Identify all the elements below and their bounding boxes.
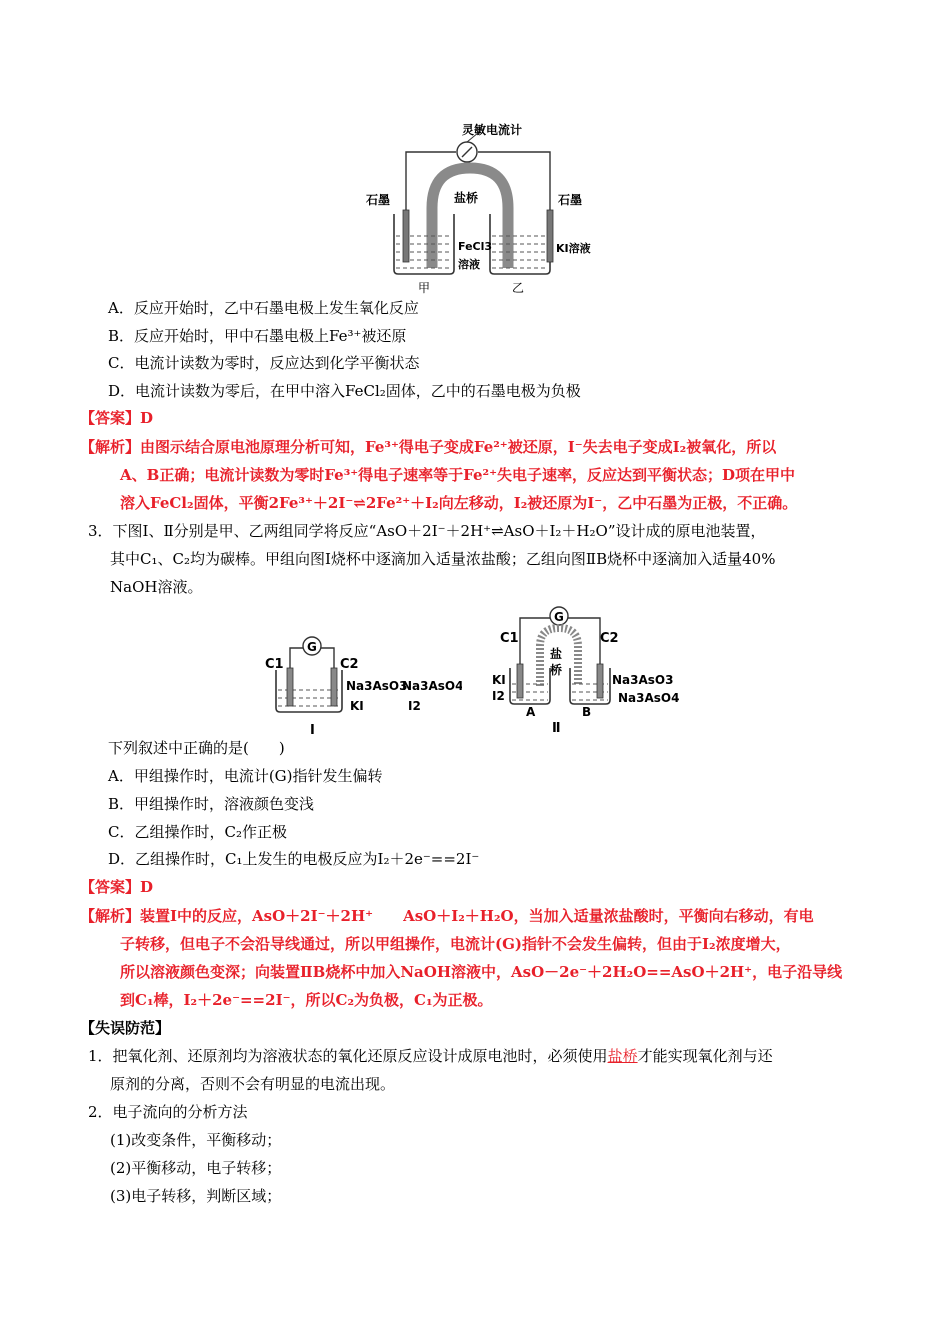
q3-stem-line-1: 3．下图Ⅰ、Ⅱ分别是甲、乙两组同学将反应“AsO＋2I⁻＋2H⁺⇌AsO＋I₂＋H₂O”设计成的原电池装置， [88, 522, 766, 540]
c1-label: C1 [265, 657, 284, 672]
na3aso4-label: Na3AsO4 [402, 679, 462, 693]
q2-analysis-line-1: 【解析】由图示结合原电池原理分析可知，Fe³⁺得电子变成Fe²⁺被还原，I⁻失去电子变成I₂被氧化，所以 [80, 438, 777, 456]
figure-galvanic-cell-1 [360, 118, 620, 296]
q3-stem-line-2: 其中C₁、C₂均为碳棒。甲组向图Ⅰ烧杯中逐滴加入适量浓盐酸；乙组向图ⅡB烧杯中逐滴加入适量40% [110, 550, 776, 568]
c2-label: C2 [340, 657, 359, 672]
beaker-b-label: B [582, 705, 592, 719]
na3aso3-label: Na3AsO3 [346, 679, 408, 693]
meter-g-label: G [307, 640, 317, 654]
ki-label-2: KI [492, 673, 506, 687]
right-electrode-label: 石墨 [558, 193, 583, 207]
beaker-a-label: A [526, 705, 536, 719]
tip-1-line-2: 原剂的分离，否则不会有明显的电流出现。 [110, 1075, 396, 1093]
q3-option-b: B．甲组操作时，溶液颜色变浅 [108, 795, 315, 813]
q2-analysis-line-3: 溶入FeCl₂固体，平衡2Fe³⁺＋2I⁻⇌2Fe²⁺＋I₂向左移动，I₂被还原为I⁻，乙中石墨为正极，不正确。 [120, 494, 798, 512]
c1-label-2: C1 [500, 631, 519, 646]
right-solution-label: KI溶液 [556, 242, 591, 255]
figure-1-diagram [360, 118, 620, 296]
ki-label: KI [350, 699, 364, 713]
figure-device-2 [492, 602, 692, 738]
left-solution-label-2: 溶液 [458, 258, 480, 271]
tip-2-item-1: (1)改变条件，平衡移动； [110, 1131, 282, 1149]
q2-answer: 【答案】D [80, 409, 154, 427]
q3-analysis-line-1: 【解析】装置Ⅰ中的反应，AsO＋2I⁻＋2H⁺ AsO＋I₂＋H₂O，当加入适量浓盐酸时，平衡向右移动，有电 [80, 907, 814, 925]
q2-analysis-line-2: A、B正确；电流计读数为零时Fe³⁺得电子速率等于Fe²⁺失电子速率，反应达到平衡状态；D项在甲中 [120, 466, 796, 484]
figure-device-1 [262, 628, 462, 738]
q3-stem-line-3: NaOH溶液。 [110, 578, 203, 596]
na3aso4-label-2: Na3AsO4 [618, 691, 680, 705]
tip-2-item-3: (3)电子转移，判断区域； [110, 1187, 282, 1205]
meter-label: 灵敏电流计 [462, 123, 523, 137]
device-2-label: Ⅱ [552, 721, 561, 736]
figure-3-diagram [492, 602, 692, 738]
right-beaker-label: 乙 [512, 281, 525, 295]
device-1-label: Ⅰ [310, 723, 315, 738]
q3-question: 下列叙述中正确的是( ) [108, 739, 285, 757]
tip-1-line-1 [88, 1046, 773, 1066]
tip-2-title: 2．电子流向的分析方法 [88, 1103, 248, 1121]
tip-2-item-2: (2)平衡移动，电子转移； [110, 1159, 282, 1177]
q2-option-b: B．反应开始时，甲中石墨电极上Fe³⁺被还原 [108, 327, 407, 345]
na3aso3-label-2: Na3AsO3 [612, 673, 674, 687]
section-title: 【失误防范】 [80, 1019, 171, 1037]
q2-option-a: A．反应开始时，乙中石墨电极上发生氧化反应 [108, 299, 419, 317]
q2-option-d: D．电流计读数为零后，在甲中溶入FeCl₂固体，乙中的石墨电极为负极 [108, 382, 581, 400]
salt-bridge-label: 盐桥 [454, 191, 479, 205]
i2-label-2: I2 [492, 689, 505, 703]
meter-g-label-2: G [554, 610, 564, 624]
tip-1-prefix: 1．把氧化剂、还原剂均为溶液状态的氧化还原反应设计成原电池时，必须使用 [88, 1047, 608, 1065]
bridge-label-bottom: 桥 [550, 663, 563, 677]
bridge-label-top: 盐 [550, 647, 563, 661]
i2-label: I2 [408, 699, 421, 713]
tip-1-keyword: 盐桥 [607, 1047, 638, 1065]
figure-2-diagram [262, 628, 462, 738]
left-solution-label: FeCl3 [458, 240, 493, 253]
c2-label-2: C2 [600, 631, 619, 646]
left-beaker-label: 甲 [418, 281, 431, 295]
q3-analysis-line-3: 所以溶液颜色变深；向装置ⅡB烧杯中加入NaOH溶液中，AsO－2e⁻＋2H₂O==AsO＋2H⁺，电子沿导线 [120, 963, 843, 981]
q3-option-a: A．甲组操作时，电流计(G)指针发生偏转 [108, 767, 383, 785]
tip-1-suffix: 才能实现氧化剂与还 [637, 1047, 773, 1065]
q2-option-c: C．电流计读数为零时，反应达到化学平衡状态 [108, 354, 420, 372]
q3-option-d: D．乙组操作时，C₁上发生的电极反应为I₂＋2e⁻==2I⁻ [108, 850, 480, 868]
q3-answer: 【答案】D [80, 878, 154, 896]
q3-analysis-line-2: 子转移，但电子不会沿导线通过，所以甲组操作，电流计(G)指针不会发生偏转，但由于I₂浓度增大， [120, 935, 791, 953]
left-electrode-label: 石墨 [366, 193, 391, 207]
q3-analysis-line-4: 到C₁棒，I₂＋2e⁻==2I⁻，所以C₂为负极，C₁为正极。 [120, 991, 493, 1009]
q3-option-c: C．乙组操作时，C₂作正极 [108, 823, 287, 841]
